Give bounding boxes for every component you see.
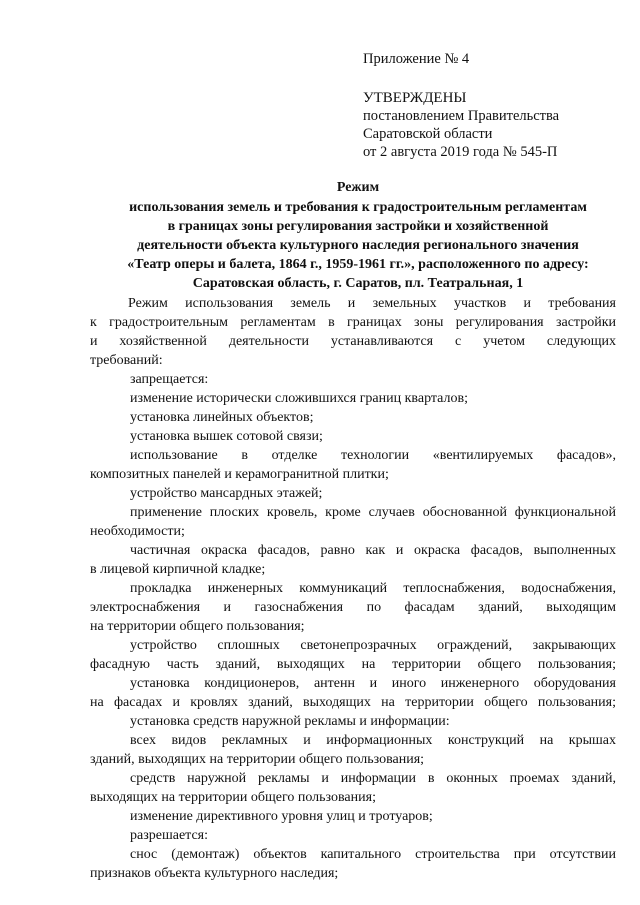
approval-block <box>363 50 623 161</box>
body-line: на фасадах и кровлях зданий, выходящих на территории общего пользования; <box>90 695 616 710</box>
approved-heading: УТВЕРЖДЕНЫ <box>363 90 467 106</box>
body-line: электроснабжения и газоснабжения по фасадам зданий, выходящим <box>90 600 616 615</box>
title-line: использования земель и требования к градостроительным регламентам <box>129 200 587 215</box>
body-line: выходящих на территории общего пользования; <box>90 790 376 805</box>
approval-line-2: Саратовской области <box>363 126 493 142</box>
body-line: требований: <box>90 353 163 368</box>
body-line: снос (демонтаж) объектов капитального строительства при отсутствии <box>130 847 616 862</box>
body-line: установка вышек сотовой связи; <box>130 429 323 444</box>
title-main: Режим <box>336 180 380 195</box>
body-line: необходимости; <box>90 524 185 539</box>
body-line: средств наружной рекламы и информации в оконных проемах зданий, <box>130 771 616 786</box>
title-line: Саратовская область, г. Саратов, пл. Театральная, 1 <box>192 276 524 291</box>
body-line: устройство мансардных этажей; <box>130 486 323 501</box>
document-body <box>90 294 616 883</box>
approval-line-3: от 2 августа 2019 года № 545-П <box>363 144 558 160</box>
body-line: частичная окраска фасадов, равно как и окраска фасадов, выполненных <box>130 543 616 558</box>
body-line: применение плоских кровель, кроме случаев обоснованной функциональной <box>130 505 616 520</box>
body-line: фасадную часть зданий, выходящих на территории общего пользования; <box>90 657 616 672</box>
body-line: на территории общего пользования; <box>90 619 305 634</box>
appendix-number: Приложение № 4 <box>363 51 470 67</box>
body-line: всех видов рекламных и информационных конструкций на крышах <box>130 733 616 748</box>
document-title <box>88 178 628 293</box>
title-line: в границах зоны регулирования застройки и хозяйственной <box>167 219 549 234</box>
body-line: запрещается: <box>130 372 209 387</box>
body-line: признаков объекта культурного наследия; <box>90 866 339 881</box>
body-line: композитных панелей и керамогранитной плитки; <box>90 467 389 482</box>
approval-line-1: постановлением Правительства <box>363 108 560 124</box>
body-line: прокладка инженерных коммуникаций теплоснабжения, водоснабжения, <box>130 581 616 596</box>
body-line: зданий, выходящих на территории общего пользования; <box>90 752 425 767</box>
body-line: устройство сплошных светонепрозрачных ограждений, закрывающих <box>130 638 616 653</box>
body-line: изменение исторически сложившихся границ кварталов; <box>130 391 468 406</box>
title-line: деятельности объекта культурного наследия регионального значения <box>137 238 579 253</box>
body-line: установка кондиционеров, антенн и иного инженерного оборудования <box>130 676 616 691</box>
body-line: использование в отделке технологии «вентилируемых фасадов», <box>130 448 616 463</box>
body-line: установка средств наружной рекламы и информации: <box>130 714 450 729</box>
body-line: изменение директивного уровня улиц и тротуаров; <box>130 809 433 824</box>
title-line: «Театр оперы и балета, 1864 г., 1959-1961 гг.», расположенного по адресу: <box>127 257 589 272</box>
body-line: к градостроительным регламентам в границах зоны регулирования застройки <box>90 315 616 330</box>
body-line: и хозяйственной деятельности устанавливаются с учетом следующих <box>90 334 616 349</box>
body-line: разрешается: <box>130 828 208 843</box>
body-line: установка линейных объектов; <box>130 410 314 425</box>
body-line: Режим использования земель и земельных участков и требования <box>128 296 616 311</box>
body-line: в лицевой кирпичной кладке; <box>90 562 266 577</box>
